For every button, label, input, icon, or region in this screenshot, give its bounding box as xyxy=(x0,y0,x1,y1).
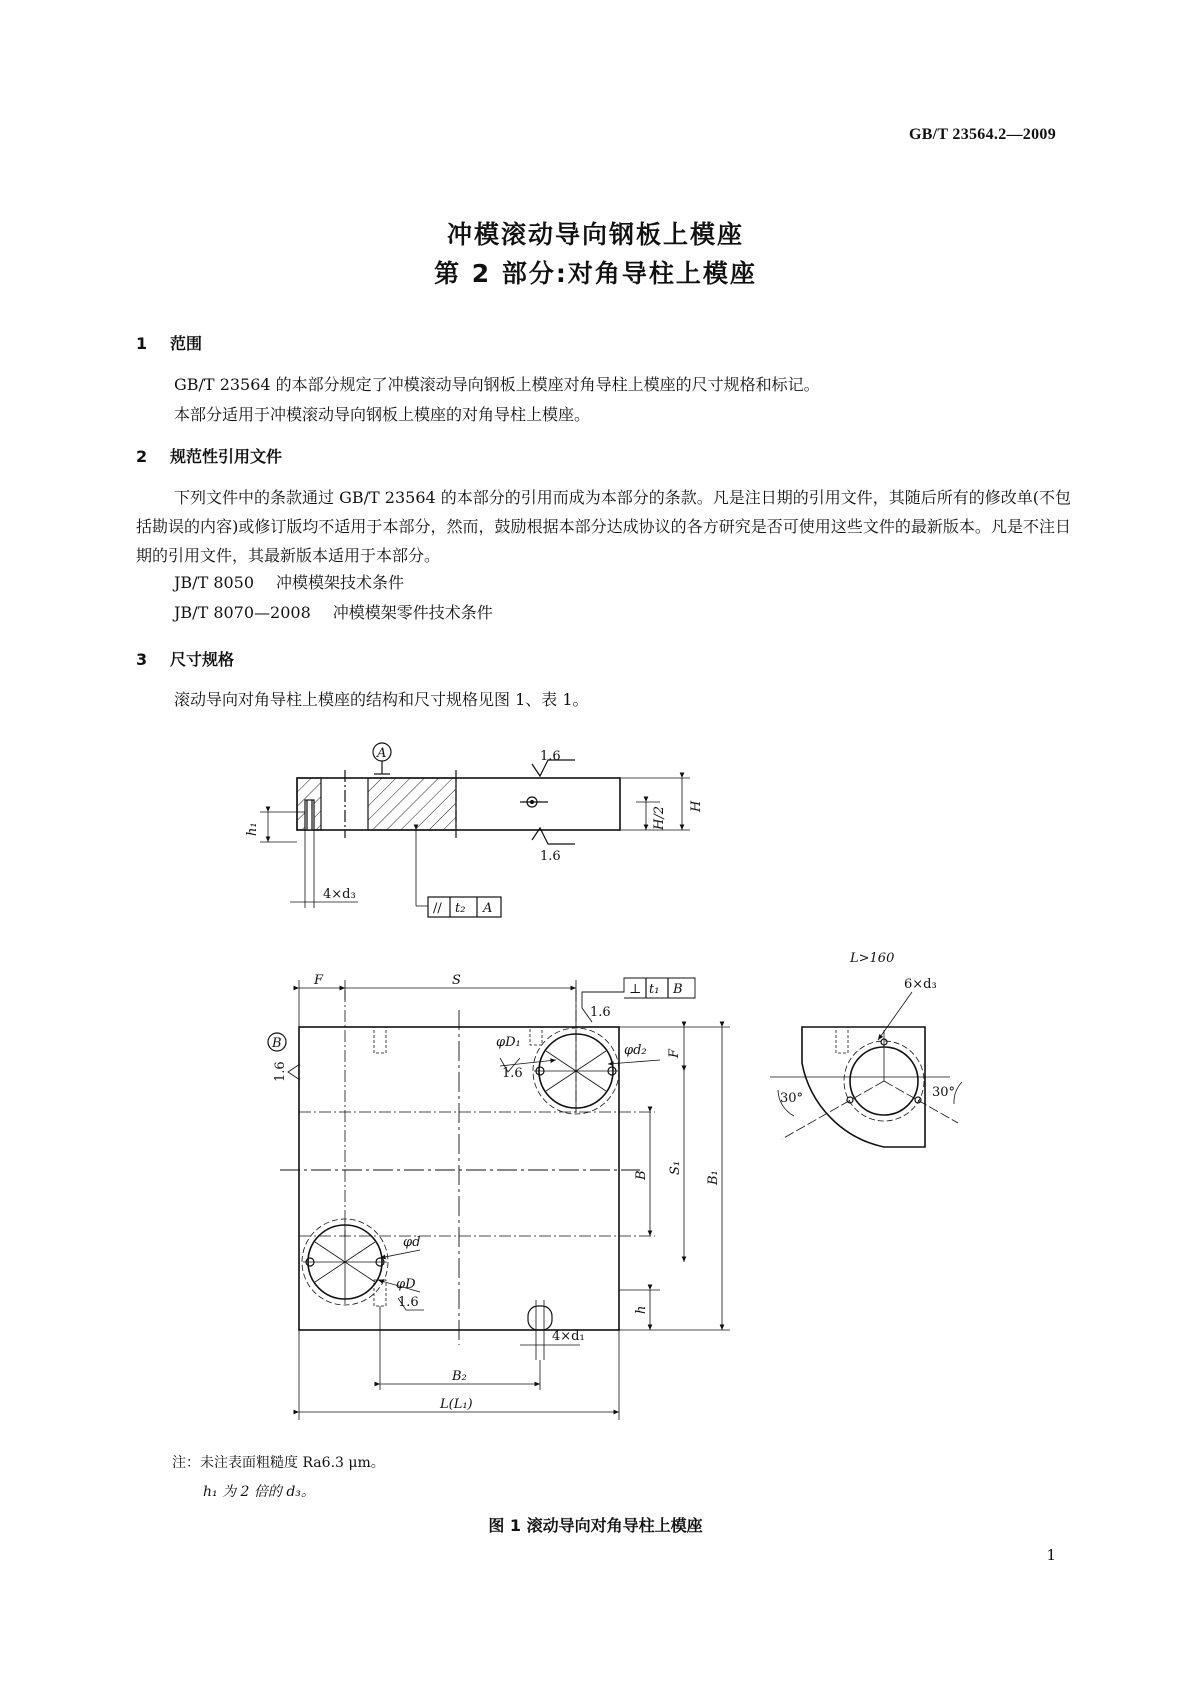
label-s1: S₁ xyxy=(668,1160,683,1175)
label-datum-a: A xyxy=(377,746,387,761)
label-t1: t₁ xyxy=(649,982,660,997)
section-1-heading: 1 范围 xyxy=(136,334,203,353)
label-roughness: 1.6 xyxy=(590,1005,611,1020)
section-3-heading: 3 尺寸规格 xyxy=(136,650,235,669)
figure-note: 注：未注表面粗糙度 Ra6.3 μm。 xyxy=(172,1455,385,1471)
label-phi-d: φd xyxy=(403,1235,421,1250)
label-b1: B₁ xyxy=(706,1170,721,1185)
label-angle-left: 30° xyxy=(780,1091,804,1106)
label-detail-holes: 6×d₃ xyxy=(904,977,937,992)
label-datum-ref-a: A xyxy=(483,901,493,916)
label-roughness: 1.6 xyxy=(273,1061,288,1082)
label-l-l1: L(L₁) xyxy=(440,1397,473,1412)
label-phi-d1-big: φD₁ xyxy=(496,1035,521,1050)
standard-number: GB/T 23564.2—2009 xyxy=(908,126,1056,143)
label-b2: B₂ xyxy=(452,1369,467,1384)
label-roughness: 1.6 xyxy=(502,1066,523,1081)
label-angle-right: 30° xyxy=(932,1085,956,1100)
label-holes-d1: 4×d₁ xyxy=(552,1329,585,1344)
detail-view xyxy=(770,992,962,1147)
label-s: S xyxy=(452,973,461,988)
label-h: H xyxy=(689,800,704,812)
label-b: B xyxy=(634,1170,649,1180)
label-holes-d3: 4×d₃ xyxy=(323,887,356,902)
label-datum-ref-b: B xyxy=(673,982,683,997)
page-number: 1 xyxy=(1046,1546,1056,1564)
label-phi-d-big: φD xyxy=(396,1277,416,1292)
figure-caption: 图 1 滚动导向对角导柱上模座 xyxy=(488,1516,703,1535)
paragraph: 下列文件中的条款通过 GB/T 23564 的本部分的引用而成为本部分的条款。凡是注日期的引用文件，其随后所有的修改单(不包括勘误的内容)或修订版均不适用于本部分，然而，鼓励根据本部分达成协议的各方研究是否可使用这些文件的最新版本。凡是不注日期的引用文件，其最新版本适用于本部分。 xyxy=(136,488,1072,565)
label-t2: t₂ xyxy=(455,901,466,916)
label-datum-b: B xyxy=(272,1036,282,1051)
label-f: F xyxy=(314,973,324,988)
paragraph: GB/T 23564 的本部分规定了冲模滚动导向钢板上模座对角导柱上模座的尺寸规格和标记。 xyxy=(174,375,820,394)
label-h-small: h xyxy=(634,1305,649,1314)
label-parallel: // xyxy=(433,901,442,916)
label-phi-d2: φd₂ xyxy=(624,1043,647,1058)
label-roughness: 1.6 xyxy=(398,1295,419,1310)
paragraph: 本部分适用于冲模滚动导向钢板上模座的对角导柱上模座。 xyxy=(174,405,591,424)
label-h-half: H/2 xyxy=(652,806,667,830)
doc-title-line2: 第 2 部分:对角导柱上模座 xyxy=(434,259,757,288)
figure-note: h₁ 为 2 倍的 d₃。 xyxy=(203,1484,315,1500)
label-detail-l: L>160 xyxy=(850,951,895,966)
reference-item: JB/T 8050 冲模模架技术条件 xyxy=(174,573,405,592)
label-roughness: 1.6 xyxy=(540,849,561,864)
section-2-heading: 2 规范性引用文件 xyxy=(136,447,283,466)
label-perp: ⊥ xyxy=(629,982,642,997)
reference-item: JB/T 8070—2008 冲模模架零件技术条件 xyxy=(174,603,493,622)
label-f-right: F xyxy=(667,1048,682,1058)
doc-title-line1: 冲模滚动导向钢板上模座 xyxy=(446,220,744,249)
label-roughness: 1.6 xyxy=(540,749,561,764)
section-3-body: 滚动导向对角导柱上模座的结构和尺寸规格见图 1、表 1。 xyxy=(174,690,589,709)
label-h1: h₁ xyxy=(245,822,260,836)
